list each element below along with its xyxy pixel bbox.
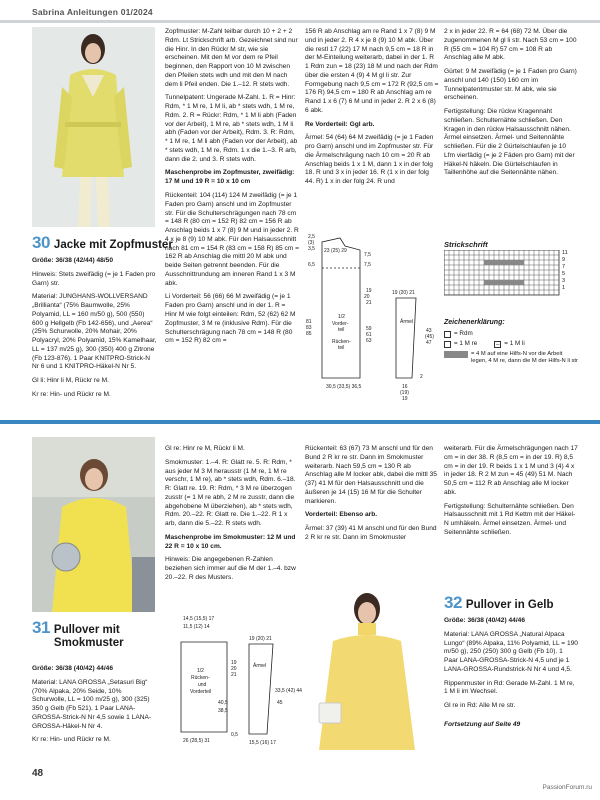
- p30-col1: [32, 257, 157, 405]
- p32-groesse: Größe: 36/38 (40/42) 44/46: [444, 617, 526, 624]
- legend: [444, 330, 579, 366]
- p31-fertig: Fertigstellung: Schulternähte schließen. Den Halsausschnitt mit 1 Rd Kettm mit der Häkel-N umhäkeln. Ärmel einsetzen. Ärmel- und Seitennähte schließen.: [444, 502, 576, 536]
- schema-dim: 59: [366, 326, 372, 332]
- schema-dim: 2,5: [308, 234, 315, 240]
- p31-glre: Gl re: Hinr re M, Rückr li M.: [165, 445, 245, 452]
- p32-fort: Fortsetzung auf Seite 49: [444, 720, 521, 728]
- p30-glli: Gl li: Hinr li M, Rückr re M.: [32, 377, 109, 385]
- row-number: 1: [562, 285, 566, 291]
- p30-aermel: Ärmel: 54 (64) 64 M zweifädig (= je 1 Faden pro Garn) anschl und im Zopfmuster str. Für die Ärmelschrägung nach 10 cm = 20 R ab Anschlag beids 1 x 1 M, dann 1 x in der folg 18. R und 3 x in jeder 16. R (1 x in der folg 44. R) 1 x in der folg 24. R und: [305, 134, 434, 186]
- pattern-number: 30: [32, 233, 50, 252]
- pattern-title: Pullover in Gelb: [465, 599, 554, 611]
- schema-dim: 14,5 (15,5) 17: [183, 616, 215, 622]
- schema-label: Vorder-: [332, 321, 349, 327]
- p31-col4: [444, 445, 578, 543]
- strickschrift-chart: [444, 250, 574, 296]
- schema-dim: 20: [364, 294, 370, 300]
- row-number: 9: [562, 257, 566, 263]
- row-number: 11: [562, 250, 568, 256]
- p31-smok: Smokmuster: 1.–4. R: Glatt re. 5. R: Rdm, * aus jeder M 3 M herausstr (1 M re, 1 M re verschr, 1 M re), ab * stets wdh, Rdm. 6.–18. R: Glatt re. 19. R: Rdm, * 3 M re überzogen zusstr (= 1 M re abh, 2 M re zusstr, dann die abgehobene M überziehen), ab * stets wdh, Rdm. 20.–22. R: Glatt re. Die 1.–22. R 1 x arb, dann die 5.–22. R stets wdh.: [165, 458, 296, 528]
- schema-dim: 19 (20) 21: [249, 636, 272, 642]
- p30-fertig: Fertigstellung: Die rückw Kragennaht schließen. Schulternähte schließen. Den Kragen in den rückw Halsausschnitt nähen. Ärmel einsetzen. Ärmel- und Seitennähte schließen. Für die 2 Gürtelschlaufen je 10 Lfm vierfädig (= je 2 Fäden pro Garn) mit der Häkel-N häkeln. Die Gürtelschlaufen in Taillenhöhe auf die Seitennähte nähen.: [444, 108, 575, 177]
- schema-dim: 0,5: [231, 732, 238, 738]
- schematic-31: [165, 612, 305, 752]
- schema-dim: 63: [366, 338, 372, 344]
- p31-material: Material: LANA GROSSA „Setasuri Big“ (70% Alpaka, 20% Seide, 10% Schurwolle, LL = 100 m/25 g), 300 (325) 350 g Gelb (Fb 521). 1 Paar LANA-GROSSA-Strick-N Nr 4,5 sowie 1 LANA-GROSSA-Häkel-N Nr 4.: [32, 678, 152, 730]
- schema-dim: (19): [400, 390, 409, 396]
- schema-dim: 81: [306, 319, 312, 325]
- page-header-title: Sabrina Anleitungen 01/2024: [32, 7, 153, 17]
- p30-col2: [165, 28, 299, 351]
- schema-dim: 19 (20) 21: [392, 290, 415, 296]
- schema-dim: (3): [308, 240, 315, 246]
- p31-groesse: Größe: 36/38 (40/42) 44/46: [32, 665, 114, 672]
- row-number: 7: [562, 264, 566, 270]
- p32-rippen: Rippenmuster in Rd: Gerade M-Zahl. 1 M re, 1 M li im Wechsel.: [444, 679, 575, 696]
- schema-label: Rücken-: [191, 675, 210, 681]
- p30-revorderteil: Re Vorderteil: Ggl arb.: [305, 120, 375, 128]
- pattern-number: 32: [444, 593, 462, 612]
- schema-dim: 6,5: [308, 262, 315, 268]
- schema-dim: 11,5 (12) 14: [183, 624, 210, 630]
- header-rule: [0, 20, 600, 23]
- p30-maschenprobe: Maschenprobe im Zopfmuster, zweifädig: 17 M und 19 R = 10 x 10 cm: [165, 169, 295, 186]
- schema-label: teil: [338, 345, 345, 351]
- legend-li-icon: –: [496, 340, 500, 348]
- schema-label: teil: [338, 327, 345, 333]
- schema-dim: 19: [402, 396, 408, 402]
- schema-label: Rücken-: [332, 339, 351, 345]
- legend-rdm: = Rdm: [454, 330, 473, 337]
- p30-tunnel: Tunnelpatent: Ungerade M-Zahl. 1. R = Hinr: Rdm, * 1 M re, 1 M li, ab * stets wdh, 1 M re, Rdm. 2. R = Rückr: Rdm, * 1 M li abh (Faden vor der Arbeit), 1 M re, ab * stets wdh, 1 M li abh (Faden vor der Arbeit), Rdm. 3. R: Rdm, * 1 M re, 1 M li abh (Faden vor der Arbeit), ab * stets wdh, 1 M re, Rdm. 1 x die 1.–3. R arb, dann die 2. und 3. R stets wdh.: [165, 94, 298, 163]
- legend-cable-icon: [444, 351, 468, 358]
- schema-label: Ärmel: [400, 319, 414, 325]
- schema-dim: 20: [231, 666, 237, 672]
- schema-dim: 15,5 (16) 17: [249, 740, 276, 746]
- p31-col3: [305, 445, 439, 548]
- p31-col1: [32, 665, 157, 750]
- p32-material: Material: LANA GROSSA „Natural Alpaca Lungo“ (89% Alpaka, 11% Polyamid, LL = 190 m/50 g), 250 (250) 300 g Gelb (Fb 10). 1 Paar LANA-GROSSA-Strick-N 4,5 und je 1 LANA-GROSSA-Rundstrick-N Nr 4 und 4,5.: [444, 630, 578, 673]
- legend-li: = 1 M li: [504, 340, 525, 348]
- photo-pullover-31: [32, 437, 155, 612]
- p30-col3: [305, 28, 439, 192]
- schema-dim: 2: [420, 374, 423, 380]
- title-30: [32, 232, 173, 254]
- row-number: 3: [562, 278, 566, 284]
- schema-label: Ärmel: [253, 663, 267, 669]
- schema-dim: 21: [231, 672, 237, 678]
- p31-maschenprobe: Maschenprobe im Smokmuster: 12 M und 22 R = 10 x 10 cm.: [165, 533, 296, 550]
- schema-dim: 3,5: [308, 246, 315, 252]
- schema-dim: 85: [306, 331, 312, 337]
- chart-row-numbers: [562, 250, 574, 292]
- p30-livorderteil: Li Vorderteil: 56 (66) 66 M zweifädig (= je 1 Faden pro Garn) anschl und in der 1. R = Hinr M wie folgt einteilen: Rdm, 52 (62) 62 M Zopfmuster, 3 M re (inklusive Rdm). Für die Schulterschrägung nach 78 cm = 148 R (80 cm = 152 R) 82 cm =: [165, 293, 296, 345]
- watermark: PassionForum.ru: [542, 784, 592, 791]
- schema-dim: 30,5 (33,5) 36,5: [326, 384, 362, 390]
- p31-ruecken: Rückenteil: 63 (67) 73 M anschl und für den Bund 2 R kr re str. Dann im Smokmuster weiterarb. Nach 59,5 cm = 130 R ab Anschlag alle M locker abk, dabei die mittl 35 (37) 41 M für den Halsausschnitt und die äußeren je 14 (15) 16 M für die Schulter markieren.: [305, 445, 437, 505]
- p31-krre: Kr re: Hin- und Rückr re M.: [32, 736, 111, 744]
- legend-re-icon: [444, 341, 451, 348]
- schema-dim: 47: [426, 340, 432, 346]
- p30-col4a: 2 x in jeder 22. R = 64 (68) 72 M. Über die zugenommenen M gl li str. Nach 53 cm = 100 R (55 cm = 104 R) 57 cm = 108 R ab Anschlag alle M abk.: [444, 28, 577, 62]
- p30-rueckenteil: Rückenteil: 104 (114) 124 M zweifädig (= je 1 Faden pro Garn) anschl und im Zopfmuster str. Für die Schulterschrägungen nach 78 cm = 148 R (80 cm = 152 R) 82 cm = 156 R ab Anschlag beids 1 x 7 (8) 9 M und in jeder 2. R 4 x je 8 (9) 10 M abk. Für den Halsausschnitt nach 81 cm = 154 R (83 cm = 158 R) 85 cm = 162 R ab Anschlag die mittl 20 M abk und beide Seiten getrennt beenden. Für die Ausschnittrundung am inneren Rand 1 x 3 M abk.: [165, 192, 299, 287]
- schema-dim: 43: [426, 328, 432, 334]
- p31-col4: weiterarb. Für die Ärmelschrägungen nach 17 cm = in der 38. R (8,5 cm = in der 19. R) 8,5 cm = in der 19. R beids 1 x 1 M und 3 (4) 4 x in jeder 18. R 2 M zun = 45 (49) 51 M. Nach 50,5 cm = 112 R ab Anschlag alle M locker abk.: [444, 445, 578, 496]
- schema-dim: 19: [231, 660, 237, 666]
- schema-dim: 38,5: [218, 708, 228, 714]
- zeichen-title: Zeichenerklärung:: [444, 319, 505, 326]
- p31-col2: [165, 445, 299, 588]
- schema-label: 1/2: [197, 668, 204, 674]
- schema-dim: (45): [425, 334, 434, 340]
- schematic-30: [300, 228, 445, 408]
- schema-dim: 61: [366, 332, 372, 338]
- p30-material: Material: JUNGHANS-WOLLVERSAND „Brillianta“ (75% Baumwolle, 25% Polyamid, LL = 160 m/50 g), 500 (550) 600 g Hellgelb (Fb 142-656), und „Aerea“ (25% Schurwolle, 20% Mohair, 20% Polyacryl, 20% Polyamid, 15% Kamelhaar, LL = 137 m/25 g), 300 (350) 400 g Zitrone (Fb 123-876). 1 Paar KNITPRO-Strick-N Nr 6 und 1 KNITPRO-Häkel-N Nr 5.: [32, 293, 157, 371]
- schema-dim: 45: [277, 700, 283, 706]
- legend-re: = 1 M re: [454, 340, 478, 348]
- legend-rdm-icon: [444, 331, 451, 338]
- p30-groesse: Größe: 36/38 (42/44) 48/50: [32, 257, 114, 264]
- schema-dim: 7,5: [364, 262, 371, 268]
- schema-dim: 40,5: [218, 700, 228, 706]
- schema-label: und: [198, 682, 207, 688]
- schema-label: 1/2: [338, 314, 345, 320]
- p30-guertel: Gürtel: 9 M zweifädig (= je 1 Faden pro Garn) anschl und 140 (150) 160 cm im Tunnelpatentmuster str. M abk, wie sie erscheinen.: [444, 68, 577, 102]
- legend-cable: = 4 M auf eine Hilfs-N vor die Arbeit legen, 4 M re, dann die M der Hilfs-N li str: [471, 350, 578, 365]
- schema-label: Vorderteil: [190, 689, 212, 695]
- row-number: 5: [562, 271, 566, 277]
- p30-col3a: 156 R ab Anschlag am re Rand 1 x 7 (8) 9 M und in jeder 2. R 4 x je 8 (9) 10 M abk. Über die restl 17 (22) 17 M nach 9,5 cm = 18 R in der M-Einteilung weiterarb, dabei in der 1. R 1 Rdm zun = 18 (23) 18 M und nach der Rdm über die ersten 4 (9) 4 M gl li str. Zur Formgebung nach 9,5 cm = 172 R (92,5 cm = 176 R) 94,5 cm = 180 R ab Anschlag am re Rand 1 x 6 (7) 6 M und in jeder 2. R 2 x 6 (8) 6 abk.: [305, 28, 439, 114]
- schema-dim: 7,5: [364, 252, 371, 258]
- p30-krre: Kr re: Hin- und Rückr re M.: [32, 390, 111, 398]
- p30-col4: [444, 28, 578, 183]
- schema-dim: 83: [306, 325, 312, 331]
- pattern-number: 31: [32, 618, 50, 637]
- p30-zopf: Zopfmuster: M-Zahl teilbar durch 10 + 2 + 2 Rdm. Lt Strickschrift arb. Gezeichnet sind nur die Hinr. In den Rückr M str, wie sie erscheinen. Mit den M vor dem re Pfeil beginnen, den Rapport von 10 M zwischen den Pfeilen stets wdh und mit den M nach dem li Pfeil enden. Die 1.–12. R stets wdh.: [165, 28, 298, 88]
- schema-dim: 26 (28,5) 31: [183, 738, 210, 744]
- p31-hinweis: Hinweis: Die angegebenen R-Zahlen beziehen sich immer auf die M der 1.–4. bzw 20.–22. R des Musters.: [165, 556, 296, 581]
- title-31: [32, 617, 134, 649]
- photo-jacket-30: [32, 27, 155, 227]
- title-32: [444, 592, 553, 614]
- strickschrift-title: Strickschrift: [444, 240, 488, 249]
- page-number: 48: [32, 768, 44, 779]
- p31-vorder: Vorderteil: Ebenso arb.: [305, 511, 378, 519]
- p31-aermel: Ärmel: 37 (39) 41 M anschl und für den Bund 2 R kr re str. Dann im Smokmuster: [305, 525, 437, 541]
- pattern-title: Jacke mit Zopfmuster: [53, 239, 173, 251]
- schema-dim: 23 (25) 29: [324, 248, 347, 254]
- photo-pullover-32: [305, 585, 430, 750]
- pattern-title: Pullover mit Smokmuster: [53, 624, 124, 649]
- schema-dim: 33,5 (42) 44: [275, 688, 302, 694]
- schema-dim: 21: [366, 300, 372, 306]
- schema-dim: 16: [402, 384, 408, 390]
- schema-dim: 19: [366, 288, 372, 294]
- p32-glre: Gl re in Rd: Alle M re str.: [444, 702, 516, 710]
- section-divider: [0, 420, 600, 424]
- p32-col: [444, 617, 578, 735]
- p30-hinweis: Hinweis: Stets zweifädig (= je 1 Faden pro Garn) str.: [32, 270, 156, 287]
